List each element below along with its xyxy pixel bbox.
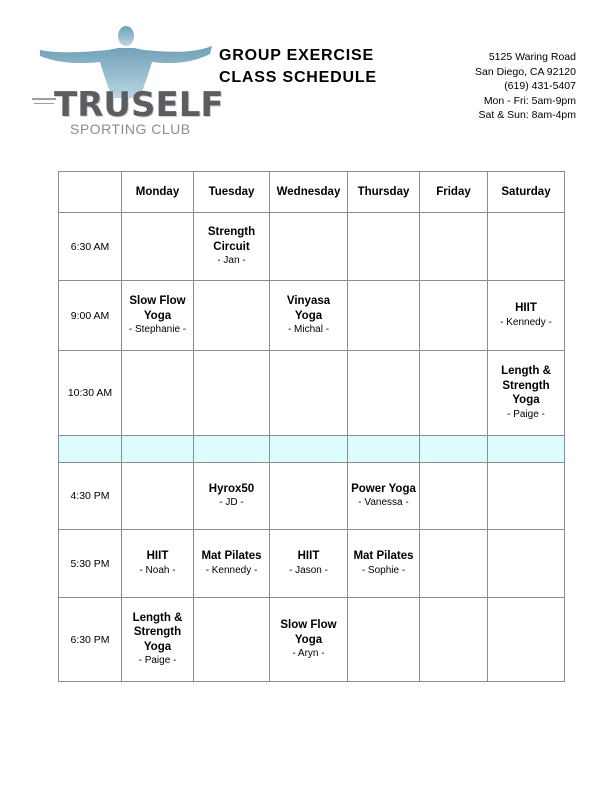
class-name: Strength Circuit — [207, 226, 256, 253]
instructor-name: - Stephanie - — [128, 324, 187, 335]
class-cell — [488, 281, 565, 351]
instructor-name: - Vanessa - — [358, 497, 409, 509]
club-contact-block — [475, 50, 576, 123]
day-header-tuesday: Tuesday — [194, 172, 270, 213]
schedule-row — [59, 463, 565, 530]
empty-cell — [194, 351, 270, 436]
empty-cell — [270, 351, 348, 436]
class-cell — [488, 351, 565, 436]
class-cell — [194, 213, 270, 281]
empty-cell — [488, 463, 565, 530]
corner-cell — [59, 172, 122, 213]
instructor-name: - Noah - — [139, 564, 176, 576]
day-header-row — [59, 172, 565, 213]
time-slot: 5:30 PM — [59, 530, 122, 598]
title-line-1: GROUP EXERCISE — [219, 47, 374, 64]
class-cell — [122, 530, 194, 598]
instructor-name: - Paige - — [507, 408, 545, 420]
schedule-row — [59, 351, 565, 436]
truself-logo — [30, 24, 224, 142]
class-name: HIIT — [515, 302, 537, 315]
page-title — [219, 45, 377, 89]
city-state-zip: San Diego, CA 92120 — [475, 65, 576, 78]
day-header-thursday: Thursday — [348, 172, 420, 213]
schedule-row — [59, 530, 565, 598]
empty-cell — [488, 213, 565, 281]
empty-cell — [348, 213, 420, 281]
class-name: Length & Strength Yoga — [132, 611, 183, 653]
class-name: Slow Flow Yoga — [280, 619, 337, 646]
empty-cell — [348, 281, 420, 351]
logo-wordmark: TRUSELF — [54, 85, 224, 125]
empty-cell — [194, 281, 270, 351]
time-slot: 10:30 AM — [59, 351, 122, 436]
class-cell — [194, 463, 270, 530]
class-name: Power Yoga — [351, 482, 416, 495]
weekend-hours: Sat & Sun: 8am-4pm — [478, 109, 576, 121]
day-header-monday: Monday — [122, 172, 194, 213]
class-name: Slow Flow Yoga — [129, 295, 186, 322]
time-slot: 9:00 AM — [59, 281, 122, 351]
weekday-hours: Mon - Fri: 5am-9pm — [483, 94, 576, 107]
instructor-name: - Kennedy - — [500, 316, 552, 328]
empty-cell — [420, 598, 488, 682]
instructor-name: - Jan - — [217, 255, 246, 266]
empty-cell — [194, 436, 270, 463]
empty-cell — [420, 436, 488, 463]
class-cell — [348, 530, 420, 598]
logo-subtitle: SPORTING CLUB — [70, 121, 191, 137]
empty-cell — [270, 213, 348, 281]
title-line-2: CLASS SCHEDULE — [219, 69, 377, 86]
empty-cell — [270, 463, 348, 530]
instructor-name: - Jason - — [289, 564, 328, 576]
empty-cell — [488, 598, 565, 682]
time-slot — [59, 436, 122, 463]
empty-cell — [122, 463, 194, 530]
time-slot: 4:30 PM — [59, 463, 122, 530]
class-name: Mat Pilates — [201, 550, 262, 563]
class-cell — [270, 281, 348, 351]
class-cell — [122, 281, 194, 351]
day-header-saturday: Saturday — [488, 172, 565, 213]
class-cell — [194, 530, 270, 598]
empty-cell — [420, 463, 488, 530]
schedule-row — [59, 598, 565, 682]
time-slot: 6:30 PM — [59, 598, 122, 682]
empty-cell — [488, 530, 565, 598]
instructor-name: - JD - — [219, 497, 244, 509]
class-name: Hyrox50 — [208, 482, 255, 495]
empty-cell — [122, 436, 194, 463]
instructor-name: - Sophie - — [361, 564, 406, 576]
empty-cell — [348, 351, 420, 436]
empty-cell — [420, 351, 488, 436]
empty-cell — [348, 598, 420, 682]
day-header-friday: Friday — [420, 172, 488, 213]
class-cell — [122, 598, 194, 682]
empty-cell — [122, 351, 194, 436]
empty-cell — [420, 530, 488, 598]
schedule-row — [59, 281, 565, 351]
class-name: Vinyasa Yoga — [286, 295, 331, 322]
schedule-body — [59, 213, 565, 682]
instructor-name: - Aryn - — [292, 648, 325, 659]
empty-cell — [348, 436, 420, 463]
class-cell — [348, 463, 420, 530]
empty-cell — [122, 213, 194, 281]
phone-number: (619) 431-5407 — [504, 80, 576, 92]
class-cell — [270, 598, 348, 682]
class-name: HIIT — [146, 550, 169, 563]
instructor-name: - Michal - — [287, 324, 330, 335]
class-name: HIIT — [297, 550, 320, 563]
time-slot: 6:30 AM — [59, 213, 122, 281]
street-address: 5125 Waring Road — [488, 51, 576, 63]
class-schedule-table — [58, 171, 565, 682]
day-header-wednesday: Wednesday — [270, 172, 348, 213]
instructor-name: - Kennedy - — [205, 564, 258, 576]
class-name: Length & Strength Yoga — [501, 365, 551, 407]
schedule-gap-row — [59, 436, 565, 463]
empty-cell — [270, 436, 348, 463]
schedule-row — [59, 213, 565, 281]
class-cell — [270, 530, 348, 598]
class-name: Mat Pilates — [353, 550, 414, 563]
empty-cell — [488, 436, 565, 463]
empty-cell — [194, 598, 270, 682]
empty-cell — [420, 213, 488, 281]
instructor-name: - Paige - — [138, 655, 177, 667]
empty-cell — [420, 281, 488, 351]
